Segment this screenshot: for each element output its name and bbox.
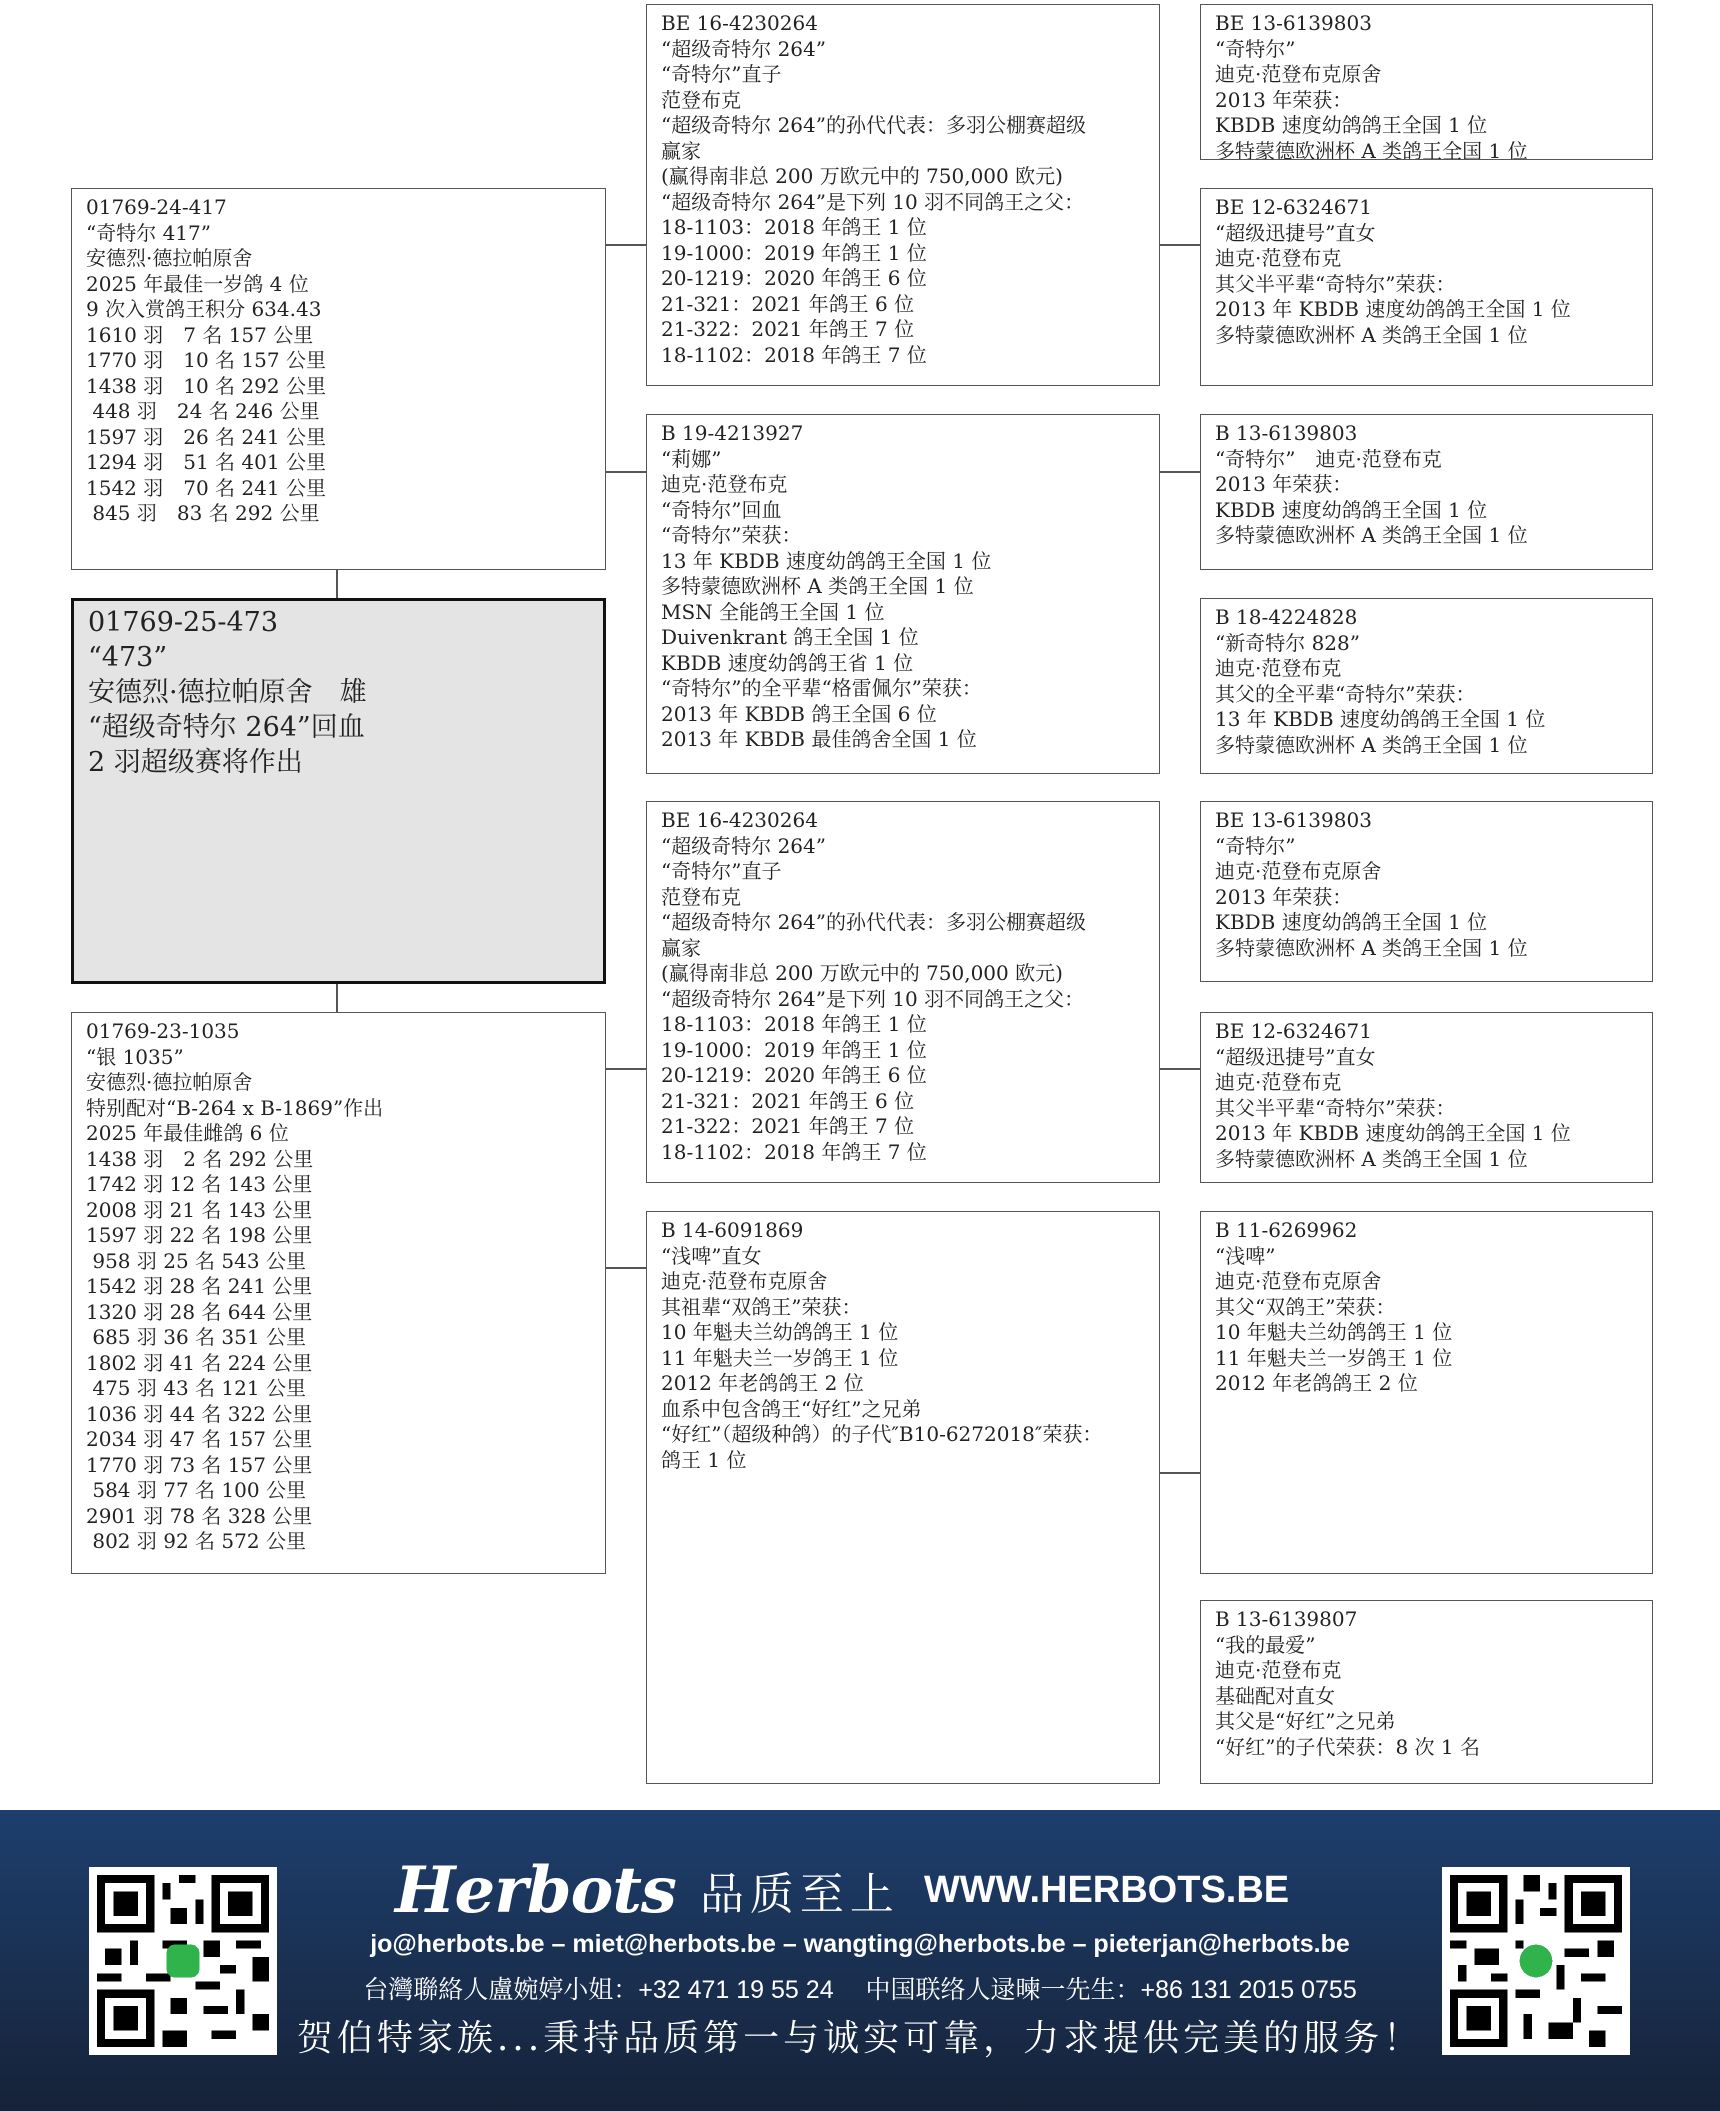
pedigree-line: 1036 羽 44 名 322 公里 — [86, 1401, 313, 1426]
pedigree-line: 2034 羽 47 名 157 公里 — [86, 1427, 313, 1451]
pedigree-line: 21-322：2021 年鸽王 7 位 — [661, 1114, 915, 1138]
pedigree-line: 21-321：2021 年鸽王 6 位 — [661, 291, 915, 316]
pedigree-line: “奇特尔”的全平辈“格雷佩尔”荣获： — [661, 676, 982, 700]
pedigree-line: 1742 羽 12 名 143 公里 — [86, 1172, 313, 1196]
pedigree-line: 多特蒙德欧洲杯 A 类鸽王全国 1 位 — [1215, 1146, 1528, 1171]
pedigree-line: 18-1103：2018 年鸽王 1 位 — [661, 215, 927, 239]
pedigree-line: “超级奇特尔 264” — [661, 833, 826, 858]
sire-sire-card — [646, 4, 1160, 386]
pedigree-line: 1610 羽 7 名 157 公里 — [86, 322, 314, 347]
pedigree-line: 10 年魁夫兰幼鸽鸽王 1 位 — [661, 1320, 899, 1344]
pedigree-line: 2013 年 KBDB 速度幼鸽鸽王全国 1 位 — [1215, 1121, 1571, 1145]
connector — [1159, 471, 1201, 473]
pedigree-line: 其父的全平辈“奇特尔”荣获： — [1215, 681, 1476, 706]
pedigree-line: 多特蒙德欧洲杯 A 类鸽王全国 1 位 — [1215, 732, 1528, 757]
pedigree-line: 2012 年老鸽鸽王 2 位 — [661, 1371, 864, 1395]
pedigree-line: “我的最爱” — [1215, 1632, 1316, 1657]
pedigree-line: (赢得南非总 200 万欧元中的 750,000 欧元) — [661, 961, 1063, 985]
pedigree-line: 2013 年荣获： — [1215, 87, 1353, 112]
sire-sire-dam-card — [1200, 188, 1653, 386]
pedigree-line: B 19-4213927 — [661, 421, 804, 445]
connector — [336, 982, 338, 1012]
pedigree-line: “浅啤”直女 — [661, 1243, 762, 1268]
pedigree-line: 2 羽超级赛将作出 — [88, 747, 303, 778]
pedigree-line: 2013 年荣获： — [1215, 884, 1353, 909]
pedigree-line: 2013 年 KBDB 速度幼鸽鸽王全国 1 位 — [1215, 297, 1571, 321]
pedigree-line: “银 1035” — [86, 1044, 184, 1069]
wechat-qr-code[interactable] — [1442, 1867, 1630, 2055]
pedigree-line: “奇特尔” — [1215, 36, 1296, 61]
pedigree-line: 多特蒙德欧洲杯 A 类鸽王全国 1 位 — [661, 574, 974, 598]
pedigree-line: 赢家 — [661, 138, 701, 163]
pedigree-line: BE 12-6324671 — [1215, 195, 1372, 219]
pedigree-line: 范登布克 — [661, 87, 741, 112]
pedigree-line: 范登布克 — [661, 884, 741, 909]
pedigree-line: 9 次入赏鸽王积分 634.43 — [86, 297, 322, 321]
pedigree-line: 基础配对直女 — [1215, 1683, 1335, 1708]
pedigree-line: 迪克·范登布克 — [1215, 656, 1342, 680]
pedigree-line: “奇特尔”回血 — [661, 497, 782, 522]
pedigree-line: KBDB 速度幼鸽鸽王全国 1 位 — [1215, 497, 1488, 522]
pedigree-line: 其父是“好红”之兄弟 — [1215, 1709, 1396, 1733]
pedigree-line: “奇特尔” 迪克·范登布克 — [1215, 446, 1442, 471]
pedigree-line: 多特蒙德欧洲杯 A 类鸽王全国 1 位 — [1215, 523, 1528, 547]
pedigree-line: 迪克·范登布克原舍 — [1215, 859, 1382, 883]
dam-sire-sire-card — [1200, 801, 1653, 982]
pedigree-line: 19-1000：2019 年鸽王 1 位 — [661, 240, 927, 265]
connector — [336, 568, 338, 598]
sire-dam-sire-card — [1200, 414, 1653, 570]
dam-card — [71, 1012, 606, 1574]
pedigree-line: “超级奇特尔 264”是下列 10 羽不同鸽王之父： — [661, 189, 1085, 214]
pedigree-line: 1320 羽 28 名 644 公里 — [86, 1299, 313, 1324]
pedigree-line: 1802 羽 41 名 224 公里 — [86, 1350, 313, 1375]
connector — [605, 471, 647, 473]
sire-dam-dam-card — [1200, 598, 1653, 774]
pedigree-line: “473” — [88, 642, 168, 673]
pedigree-line: “超级奇特尔 264” — [661, 36, 826, 61]
website-link[interactable]: WWW.HERBOTS.BE — [923, 1868, 1290, 1911]
pedigree-line: 迪克·范登布克原舍 — [1215, 1269, 1382, 1293]
pedigree-line: “超级迅捷号”直女 — [1215, 220, 1376, 245]
pedigree-line: 多特蒙德欧洲杯 A 类鸽王全国 1 位 — [1215, 935, 1528, 960]
pedigree-line: 1770 羽 73 名 157 公里 — [86, 1452, 313, 1477]
pedigree-line: “莉娜” — [661, 446, 722, 471]
pedigree-line: “超级奇特尔 264”的孙代代表：多羽公棚赛超级 — [661, 113, 1086, 137]
pedigree-line: B 18-4224828 — [1215, 605, 1358, 629]
pedigree-line: 2013 年 KBDB 鸽王全国 6 位 — [661, 701, 937, 726]
pedigree-line: 鸽王 1 位 — [661, 1447, 747, 1472]
sire-sire-sire-card — [1200, 4, 1653, 160]
pedigree-line: 赢家 — [661, 935, 701, 960]
pedigree-line: 584 羽 77 名 100 公里 — [86, 1478, 306, 1502]
pedigree-line: 2013 年 KBDB 最佳鸽舍全国 1 位 — [661, 727, 977, 751]
pedigree-line: 448 羽 24 名 246 公里 — [86, 399, 320, 423]
pedigree-line: 1438 羽 10 名 292 公里 — [86, 373, 326, 398]
pedigree-line: 01769-23-1035 — [86, 1019, 240, 1043]
pedigree-line: BE 13-6139803 — [1215, 11, 1372, 35]
pedigree-line: 2025 年最佳雌鸽 6 位 — [86, 1121, 289, 1145]
pedigree-line: Duivenkrant 鸽王全国 1 位 — [661, 625, 919, 649]
pedigree-line: (赢得南非总 200 万欧元中的 750,000 欧元) — [661, 164, 1063, 188]
pedigree-line: BE 12-6324671 — [1215, 1019, 1372, 1043]
pedigree-line: 21-322：2021 年鸽王 7 位 — [661, 317, 915, 341]
pedigree-line: “奇特尔 417” — [86, 220, 211, 245]
pedigree-line: 迪克·范登布克 — [661, 472, 788, 496]
pedigree-line: KBDB 速度幼鸽鸽王省 1 位 — [661, 650, 914, 675]
pedigree-line: “奇特尔”直子 — [661, 62, 782, 86]
pedigree-line: 迪克·范登布克 — [1215, 1658, 1342, 1682]
pedigree-line: 20-1219：2020 年鸽王 6 位 — [661, 266, 927, 290]
pedigree-line: “新奇特尔 828” — [1215, 630, 1360, 655]
pedigree-line: “超级奇特尔 264”的孙代代表：多羽公棚赛超级 — [661, 910, 1086, 934]
pedigree-line: 11 年魁夫兰一岁鸽王 1 位 — [1215, 1345, 1453, 1370]
pedigree-line: 特别配对“B-264 x B-1869”作出 — [86, 1095, 384, 1120]
pedigree-line: 2008 羽 21 名 143 公里 — [86, 1197, 313, 1222]
pedigree-line: “浅啤” — [1215, 1243, 1276, 1268]
sire-dam-card — [646, 414, 1160, 774]
pedigree-line: “好红”的子代荣获：8 次 1 名 — [1215, 1734, 1480, 1759]
pedigree-line: 安德烈·德拉帕原舍 雄 — [88, 677, 367, 708]
pedigree-line: BE 16-4230264 — [661, 11, 818, 35]
pedigree-line: “好红”（超级种鸽）的子代″B10-6272018″荣获： — [661, 1422, 1103, 1446]
pedigree-line: 19-1000：2019 年鸽王 1 位 — [661, 1037, 927, 1062]
dam-sire-dam-card — [1200, 1012, 1653, 1183]
pedigree-line: B 14-6091869 — [661, 1218, 804, 1242]
pedigree-line: 13 年 KBDB 速度幼鸽鸽王全国 1 位 — [661, 548, 992, 573]
pedigree-line: 迪克·范登布克原舍 — [1215, 62, 1382, 86]
pedigree-line: B 13-6139803 — [1215, 421, 1358, 445]
dam-dam-dam-card — [1200, 1600, 1653, 1784]
pedigree-line: “奇特尔” — [1215, 833, 1296, 858]
pedigree-line: B 13-6139807 — [1215, 1607, 1358, 1631]
contact-numbers: 台灣聯絡人盧婉婷小姐：+32 471 19 55 24 中国联络人逯暕一先生：+86 131 2015 0755 — [363, 1976, 1357, 2004]
pedigree-line: 802 羽 92 名 572 公里 — [86, 1529, 306, 1553]
dam-sire-card — [646, 801, 1160, 1183]
herbots-logo: Herbots — [395, 1852, 676, 1928]
pedigree-line: 2025 年最佳一岁鸽 4 位 — [86, 271, 309, 296]
pedigree-line: 18-1103：2018 年鸽王 1 位 — [661, 1012, 927, 1036]
pedigree-line: 安德烈·德拉帕原舍 — [86, 246, 253, 270]
qr-code-icon — [1450, 1875, 1622, 2047]
pedigree-line: 迪克·范登布克原舍 — [661, 1269, 828, 1293]
pedigree-line: 01769-24-417 — [86, 195, 227, 219]
pedigree-line: “奇特尔”荣获： — [661, 523, 802, 547]
pedigree-line: MSN 全能鸽王全国 1 位 — [661, 599, 885, 624]
pedigree-line: 958 羽 25 名 543 公里 — [86, 1248, 306, 1273]
sire-card — [71, 188, 606, 570]
email-list[interactable]: jo@herbots.be – miet@herbots.be – wangting@herbots.be – pieterjan@herbots.be — [370, 1930, 1350, 1958]
pedigree-line: 2012 年老鸽鸽王 2 位 — [1215, 1371, 1418, 1395]
pedigree-line: 10 年魁夫兰幼鸽鸽王 1 位 — [1215, 1320, 1453, 1344]
connector — [1159, 1068, 1201, 1070]
pedigree-line: 01769-25-473 — [88, 607, 279, 638]
pedigree-line: 2901 羽 78 名 328 公里 — [86, 1503, 313, 1528]
pedigree-line: 迪克·范登布克 — [1215, 246, 1342, 270]
pedigree-line: 18-1102：2018 年鸽王 7 位 — [661, 1139, 927, 1164]
connector — [1159, 1472, 1201, 1474]
connector — [605, 1068, 647, 1070]
brand-row — [395, 1852, 1290, 1928]
pedigree-line: 1542 羽 28 名 241 公里 — [86, 1274, 313, 1298]
pedigree-line: 20-1219：2020 年鸽王 6 位 — [661, 1063, 927, 1087]
pedigree-line: 其祖辈“双鸽王”荣获： — [661, 1294, 862, 1319]
connector — [605, 244, 647, 246]
pedigree-line: 多特蒙德欧洲杯 A 类鸽王全国 1 位 — [1215, 322, 1528, 347]
pedigree-line: 21-321：2021 年鸽王 6 位 — [661, 1088, 915, 1113]
connector — [1159, 244, 1201, 246]
pedigree-line: 1438 羽 2 名 292 公里 — [86, 1146, 314, 1171]
pedigree-line: 685 羽 36 名 351 公里 — [86, 1325, 306, 1349]
pedigree-line: 11 年魁夫兰一岁鸽王 1 位 — [661, 1345, 899, 1370]
pedigree-line: 1542 羽 70 名 241 公里 — [86, 475, 326, 500]
pedigree-line: 安德烈·德拉帕原舍 — [86, 1070, 253, 1094]
pedigree-line: 1770 羽 10 名 157 公里 — [86, 348, 326, 372]
pedigree-line: “超级奇特尔 264”回血 — [88, 712, 365, 743]
pedigree-line: BE 13-6139803 — [1215, 808, 1372, 832]
pedigree-line: “超级奇特尔 264”是下列 10 羽不同鸽王之父： — [661, 986, 1085, 1011]
pedigree-line: 其父半平辈“奇特尔”荣获： — [1215, 271, 1456, 296]
pedigree-line: 13 年 KBDB 速度幼鸽鸽王全国 1 位 — [1215, 707, 1546, 731]
pedigree-line: 多特蒙德欧洲杯 A 类鸽王全国 1 位 — [1215, 138, 1528, 160]
pedigree-line: BE 16-4230264 — [661, 808, 818, 832]
pedigree-line: 迪克·范登布克 — [1215, 1070, 1342, 1094]
pedigree-line: KBDB 速度幼鸽鸽王全国 1 位 — [1215, 113, 1488, 137]
pedigree-line: 1597 羽 26 名 241 公里 — [86, 424, 326, 449]
pedigree-line: “奇特尔”直子 — [661, 859, 782, 883]
dam-dam-card — [646, 1211, 1160, 1784]
pedigree-line: 2013 年荣获： — [1215, 472, 1353, 496]
pedigree-line: KBDB 速度幼鸽鸽王全国 1 位 — [1215, 910, 1488, 934]
pedigree-line: 其父“双鸽王”荣获： — [1215, 1294, 1396, 1319]
motto: 贺伯特家族...秉持品质第一与诚实可靠，力求提供完美的服务！ — [296, 2018, 1424, 2059]
pedigree-line: 475 羽 43 名 121 公里 — [86, 1376, 306, 1400]
pedigree-line: 1294 羽 51 名 401 公里 — [86, 450, 326, 474]
pedigree-line: “超级迅捷号”直女 — [1215, 1044, 1376, 1069]
pedigree-line: 血系中包含鸽王“好红”之兄弟 — [661, 1396, 922, 1421]
pedigree-line: 1597 羽 22 名 198 公里 — [86, 1223, 313, 1247]
dam-dam-sire-card — [1200, 1211, 1653, 1574]
subject-card — [71, 598, 606, 984]
pedigree-line: 845 羽 83 名 292 公里 — [86, 501, 320, 525]
pedigree-line: B 11-6269962 — [1215, 1218, 1358, 1242]
pedigree-line: 18-1102：2018 年鸽王 7 位 — [661, 342, 927, 367]
slogan: 品质至上 — [699, 1869, 900, 1920]
pedigree-line: 其父半平辈“奇特尔”荣获： — [1215, 1095, 1456, 1120]
footer-banner — [0, 1810, 1720, 2111]
connector — [605, 1267, 647, 1269]
